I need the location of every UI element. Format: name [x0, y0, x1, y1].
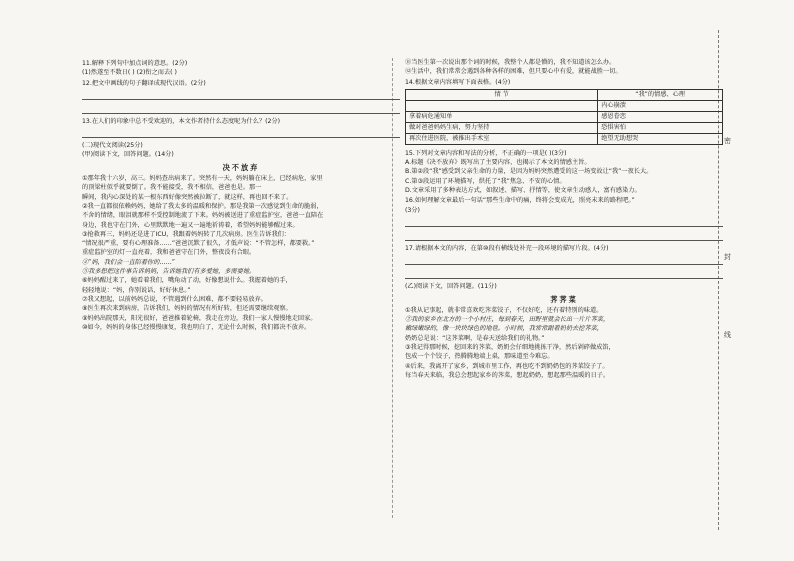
table-header: “我”的情感、心理 [598, 89, 723, 100]
answer-line[interactable] [405, 254, 723, 265]
option-line: A.标题《决不放弃》既写出了主要内容，也揭示了本文的情感主旨。 [405, 159, 591, 167]
answer-line[interactable] [82, 127, 400, 138]
option-line: D.文章采用了多种表达方式，如叙述、描写、抒情等，使文章生动感人，富有感染力。 [405, 187, 641, 195]
table-cell: 拿着病危通知单 [406, 111, 598, 122]
passage-title: 荠荠菜 [550, 294, 578, 304]
passage-line: 轻轻地说：“妈，你别说话，好好休息。” [82, 286, 191, 294]
passage-line: 嫩绿嫩绿的，像一块块绿色的地毯。小时候，我常常跟着奶奶去挖荠菜， [405, 325, 603, 333]
margin-mark: 封 [724, 253, 731, 261]
question-13: 13.在人们的印象中总不受欢迎的，本文作者持什么态度呢为什么？(2分) [82, 117, 281, 125]
question-17: 17.请根据本文的内容，在第⑩段有横线处补充一段环境的描写片段。(4分) [405, 244, 609, 252]
table-cell: 感恩眷恋 [598, 111, 723, 122]
option-line: C.第③段运用了环境描写，烘托了“我”焦急、不安的心情。 [405, 177, 566, 185]
question-11-items: (1)然遂至不数日( ) (2)衔之而去( ) [82, 69, 177, 77]
passage-line: ①我从记事起，就非常喜欢吃荠菜饺子，不仅好吃，还有着特别的味道。 [405, 306, 603, 314]
passage-line: ③我记得那时候，挖回来的荠菜，奶奶会仔细地挑拣干净，然后剁碎做成馅， [405, 344, 615, 352]
table-row [406, 111, 723, 122]
answer-line[interactable] [82, 89, 400, 100]
passage-line: ④后来，我离开了家乡，到城市里工作，再也吃不到奶奶包的荠菜饺子了。 [405, 362, 609, 370]
passage-line: 奶奶总是说：“这荠菜啊，是春天送给我们的礼物。” [405, 334, 545, 342]
passage-line: “情况很严重，要有心理准备……”爸爸沉默了很久，才低声说：“不管怎样，都要救。” [82, 240, 315, 248]
margin-mark: 线 [724, 331, 731, 339]
table-row [406, 122, 723, 133]
passage-line: ②我一直都很依赖妈妈，她给了我太多的温暖和保护。那是我第一次感觉到生命的脆弱， [82, 202, 323, 210]
passage-line: ⑧医生再次来到病房，告诉我们，妈妈的情况有所好转，但还需要继续观察。 [82, 305, 292, 313]
table-cell: 恐惧害怕 [598, 122, 723, 133]
table-cell: 做对爸爸妈妈生病，努力坚持 [406, 122, 598, 133]
passage-line: 身边，我也守在门外，心里默默地一遍又一遍地祈祷着，希望妈妈能够醒过来。 [82, 221, 299, 229]
answer-line[interactable] [405, 216, 723, 227]
answer-table [405, 89, 723, 145]
answer-line[interactable] [82, 103, 400, 114]
passage-line: 每当春天来临，我总会想起家乡的荠菜，想起奶奶，想起那些温暖的日子。 [405, 371, 610, 379]
question-12: 12.把文中画线的句子翻译成现代汉语。(2分) [82, 79, 206, 87]
margin-mark: 密 [724, 137, 731, 145]
question-15: 15.下列对文章内容和写法的分析，不正确的一项是( )(3分) [405, 149, 567, 157]
right-column [405, 58, 723, 380]
passage-line: 的顶梁柱似乎就要倒了。我不能接受，我不相信，爸爸也是。那一 [82, 184, 262, 192]
passage-line: 不舍的情绪，眼泪就那样不受控制地流了下来。妈妈被送进了重症监护室，爸爸一直陪在 [82, 212, 324, 220]
passage-line: ①那年我十六岁，高三。妈妈查出病来了。突然有一天，妈妈躺在床上，已经病危，家里 [82, 175, 323, 183]
table-row [406, 133, 723, 144]
section-heading: (二)现代文阅读(25分) [82, 142, 143, 150]
option-line: B.第②段“我”感受到父亲生命的力量，是因为妈妈突然遭受的这一场变故让“我”一夜长大。 [405, 168, 653, 176]
question-16: 16.如何理解文章最后一句话“那些生命中的痛，终将会变成光，照亮未来的路程吧。” [405, 197, 635, 205]
question-14: 14.根据文章内容填写下面表格。(4分) [405, 78, 511, 86]
part-a-heading: (甲)阅读下文，回答问题。(14分) [82, 151, 174, 159]
question-16-score: (3分) [405, 206, 420, 214]
answer-line[interactable] [405, 268, 723, 279]
passage-line: ⑤我多想把这件事告诉妈妈，告诉她我们有多爱她，多需要她。 [82, 268, 256, 276]
table-header: 情 节 [406, 89, 598, 100]
table-row [406, 100, 723, 111]
passage-line: ⑫生活中，我们常常会遇到各种各样的困难，但只要心中有爱，就能战胜一切。 [405, 68, 622, 76]
table-cell: 绝望无助想哭 [598, 133, 723, 144]
passage-line: 包成一个个饺子，热腾腾地端上桌，那味道至今难忘。 [405, 353, 554, 361]
passage-line: ⑩如今，妈妈的身体已经慢慢康复，我也明白了，无论什么时候，我们都决不放弃。 [82, 323, 311, 331]
passage-line: ②我的家乡在北方的一个小村庄，每到春天，田野里就会长出一片片荠菜， [405, 316, 610, 324]
passage-line: 瞬间，我内心深处的某一根东西好像突然被拉断了，就这样，再也回不来了。 [82, 193, 293, 201]
passage-line: 重症监护室的灯一直亮着，我和爸爸守在门外，整夜没有合眼。 [82, 249, 256, 257]
passage-title: 决不放弃 [222, 162, 260, 172]
table-cell: 再次住进医院，被推出手术室 [406, 133, 598, 144]
passage-line: ③抢救再三，妈妈还是进了ICU，我跟着妈妈转了几次病房。医生告诉我们： [82, 230, 291, 238]
passage-line: ⑥妈妈醒过来了，她看着我们，嘴角动了动，好像想说什么。我握着她的手， [82, 277, 292, 285]
passage-line: ⑪当医生第一次说出那个词的时候，我整个人都是懵的，我不知道该怎么办。 [405, 59, 616, 66]
passage-line: ⑦我又想起，以前妈妈总说，不管遇到什么困难，都不要轻易放弃。 [82, 295, 267, 303]
passage-line: ⑨妈妈出院那天，阳光很好，爸爸推着轮椅，我走在旁边，我们一家人慢慢地走回家。 [82, 314, 317, 322]
passage-line: ④“妈，我们会一直陪着你的……” [82, 258, 175, 266]
table-cell: 内心崩溃 [598, 100, 723, 111]
table-cell[interactable] [406, 100, 598, 111]
question-11: 11.解释下列句中加点词的意思。(2分) [82, 60, 188, 67]
answer-line[interactable] [405, 230, 723, 241]
part-b-heading: (乙)阅读下文，回答问题。(11分) [405, 283, 497, 291]
left-column [82, 58, 400, 332]
